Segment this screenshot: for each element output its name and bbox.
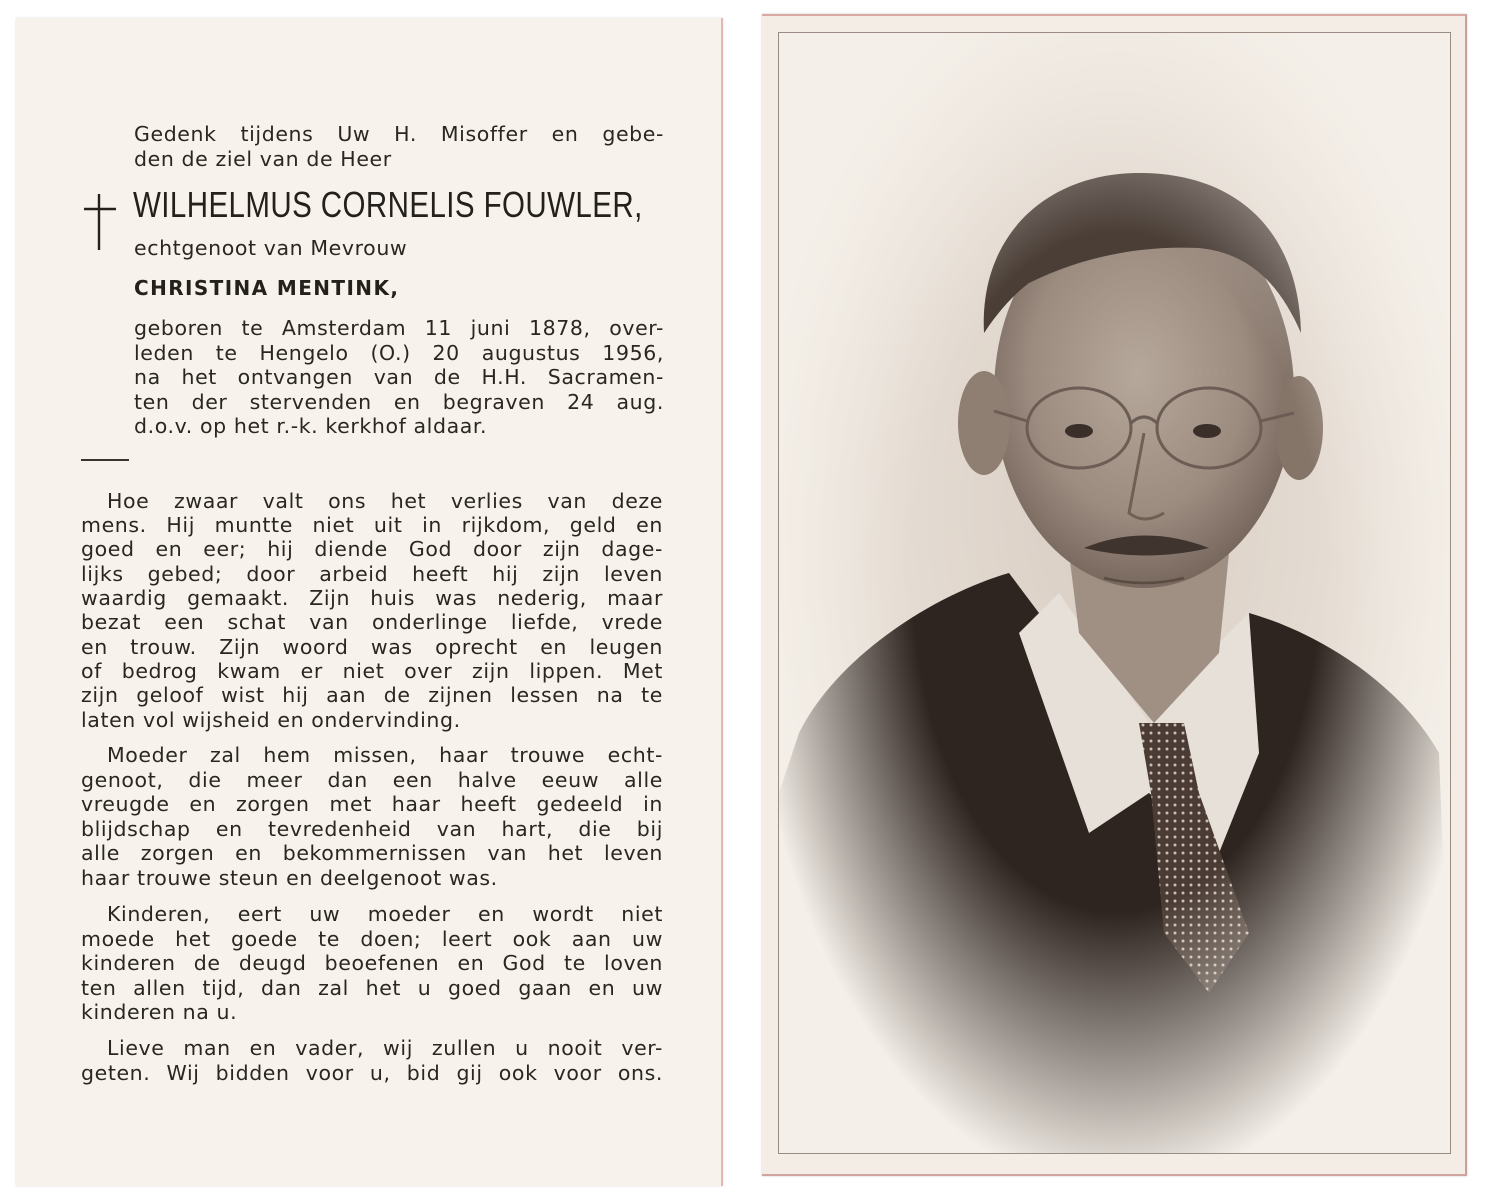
biography-block xyxy=(134,316,664,446)
text-line: lijks gebed; door arbeid heeft hij zijn leven xyxy=(81,562,663,586)
paragraph-3 xyxy=(81,902,663,1027)
text-line: vreugde en zorgen met haar heeft gedeeld in xyxy=(81,792,663,816)
text-line: waardig gemaakt. Zijn huis was nederig, maar xyxy=(81,586,663,610)
section-divider xyxy=(81,459,129,461)
spouse-prefix: echtgenoot van Mevrouw xyxy=(134,236,408,260)
text-line: kinderen de deugd beoefenen en God te loven xyxy=(81,951,663,975)
portrait-frame xyxy=(778,32,1451,1154)
intro-block xyxy=(134,122,664,172)
text-line: genoot, die meer dan een halve eeuw alle xyxy=(81,768,663,792)
text-line: kinderen na u. xyxy=(81,1000,238,1024)
biography-line: na het ontvangen van de H.H. Sacramen- xyxy=(134,365,664,389)
text-line: laten vol wijsheid en ondervinding. xyxy=(81,708,461,732)
text-line: haar trouwe steun en deelgenoot was. xyxy=(81,866,498,890)
text-line: ten allen tijd, dan zal het u goed gaan en uw xyxy=(81,976,663,1000)
portrait-card xyxy=(762,14,1467,1176)
biography-line: leden te Hengelo (O.) 20 augustus 1956, xyxy=(134,341,664,365)
paragraph-1 xyxy=(81,489,663,739)
text-line: Kinderen, eert uw moeder en wordt niet xyxy=(107,902,663,926)
text-line: en trouw. Zijn woord was oprecht en leugen xyxy=(81,635,663,659)
intro-line-2: den de ziel van de Heer xyxy=(134,147,392,171)
photo-vignette xyxy=(779,33,1451,1154)
text-line: zijn geloof wist hij aan de zijnen lessen na te xyxy=(81,683,663,707)
cross-icon xyxy=(84,194,118,250)
biography-line: d.o.v. op het r.-k. kerkhof aldaar. xyxy=(134,414,488,438)
paragraph-4 xyxy=(81,1036,663,1088)
intro-line-1: Gedenk tijdens Uw H. Misoffer en gebe- xyxy=(134,122,664,146)
portrait-photo xyxy=(779,33,1451,1154)
text-line: of bedrog kwam er niet over zijn lippen. Met xyxy=(81,659,663,683)
biography-line: geboren te Amsterdam 11 juni 1878, over- xyxy=(134,316,664,340)
spouse-name: CHRISTINA MENTINK, xyxy=(134,276,400,300)
text-line: moede het goede te doen; leert ook aan uw xyxy=(81,927,663,951)
paragraph-2 xyxy=(81,743,663,893)
biography-line: ten der stervenden en begraven 24 aug. xyxy=(134,390,664,414)
text-line: alle zorgen en bekommernissen van het leven xyxy=(81,841,663,865)
text-line: bezat een schat van onderlinge liefde, vrede xyxy=(81,610,663,634)
text-line: Lieve man en vader, wij zullen u nooit ver- xyxy=(107,1036,663,1060)
text-line: Hoe zwaar valt ons het verlies van deze xyxy=(107,489,663,513)
memorial-text-card xyxy=(16,18,723,1186)
text-line: Moeder zal hem missen, haar trouwe echt- xyxy=(107,743,663,767)
text-line: mens. Hij muntte niet uit in rijkdom, geld en xyxy=(81,513,663,537)
deceased-name: WILHELMUS CORNELIS FOUWLER, xyxy=(133,184,643,225)
text-line: geten. Wij bidden voor u, bid gij ook voor ons. xyxy=(81,1061,663,1085)
text-line: goed en eer; hij diende God door zijn dage- xyxy=(81,537,663,561)
text-line: blijdschap en tevredenheid van hart, die bij xyxy=(81,817,663,841)
